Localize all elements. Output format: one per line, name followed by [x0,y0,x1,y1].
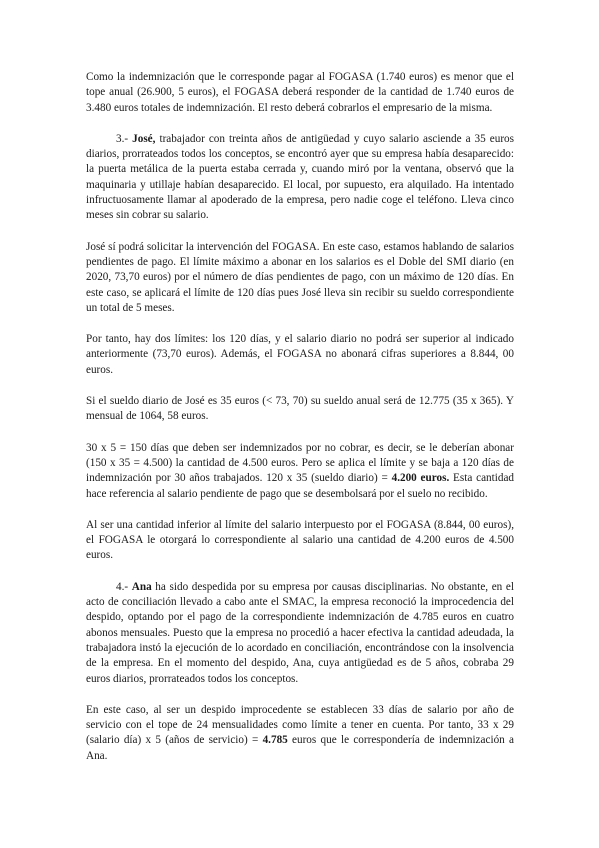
text-run: José sí podrá solicitar la intervención del FOGASA. En este caso, estamos hablando de salarios pendientes de pago. El límite máximo a abonar en los salarios es el Doble del SMI diario (en 2020, 73,70 euros) por el número de días pendientes de pago, con un máximo de 120 días. En este caso, se aplicará el límite de 120 días pues José lleva sin recibir su sueldo correspondiente un total de 5 meses. [86,240,514,314]
text-run: Como la indemnización que le corresponde pagar al FOGASA (1.740 euros) es menor que el tope anual (26.900, 5 euros), el FOGASA deberá responder de la cantidad de 1.740 euros de 3.480 euros totales de indemnización. El resto deberá cobrarlos el empresario de la misma. [86,71,514,114]
paragraph-7 [86,518,514,564]
text-run: 4.- [116,580,132,593]
paragraph-9 [86,703,514,764]
text-run: ha sido despedida por su empresa por causas disciplinarias. No obstante, en el acto de conciliación llevado a cabo ante el SMAC, la empresa reconoció la improcedencia del despido, optando por el pago de la correspondiente indemnización de 4.785 euros en cuatro abonos mensuales. Puesto que la empresa no procedió a hacer efectiva la cantidad adeudada, la trabajadora instó la ejecución de lo acordado en conciliación, encontrándose con la insolvencia de la empresa. En el momento del despido, Ana, cuya antigüedad es de 5 años, cobraba 29 euros diarios, prorrateados todos los conceptos. [86,580,514,685]
paragraph-4 [86,332,514,378]
text-run: En este caso, al ser un despido improcedente se establecen 33 días de salario por año de servicio con el tope de 24 mensualidades como límite a tener en cuenta. Por tanto, 33 x 29 (salario día) x 5 (años de servicio) = [86,703,514,747]
text-run: Por tanto, hay dos límites: los 120 días, y el salario diario no podrá ser superior al indicado anteriormente (73,70 euros). Además, el FOGASA no abonará cifras superiores a 8.844, 00 euros. [86,333,514,376]
paragraph-8 [86,580,514,687]
text-run: trabajador con treinta años de antigüedad y cuyo salario asciende a 35 euros diarios, prorrateados todos los conceptos, se encontró ayer que su empresa había desaparecido: la puerta metálica de la puerta estaba cerrada y, cuando miró por la ventana, observó que la maquinaria y utillaje habían desaparecido. El local, por supuesto, era alquilado. Ha intentado infructuosamente llamar al apoderado de la empresa, pero nadie coge el teléfono. Lleva cinco meses sin cobrar su salario. [86,132,514,222]
bold-text: 4.785 [262,734,288,747]
text-run: Si el sueldo diario de José es 35 euros (< 73, 70) su sueldo anual será de 12.775 (35 x 365). Y mensual de 1064, 58 euros. [86,395,514,423]
text-run: Al ser una cantidad inferior al límite del salario interpuesto por el FOGASA (8.844, 00 euros), el FOGASA le otorgará lo correspondiente al salario una cantidad de 4.200 euros de 4.500 euros. [86,518,514,562]
paragraph-6 [86,441,514,502]
bold-text: José, [132,132,156,145]
text-run: Esta cantidad hace referencia al salario pendiente de pago que se desembolsará por el suelo no recibido. [86,472,515,500]
document-page [86,70,514,780]
text-run: 3.- [116,132,133,145]
paragraph-3 [86,240,514,316]
paragraph-1 [86,70,514,116]
paragraph-2 [86,132,514,224]
text-run: 30 x 5 = 150 días que deben ser indemnizados por no cobrar, es decir, se le deberían abonar (150 x 35 = 4.500) la cantidad de 4.500 euros. Pero se aplica el límite y se baja a 120 días de indemnización por 30 años trabajados. 120 x 35 (sueldo diario) = [86,441,514,485]
bold-text: Ana [131,580,152,593]
paragraph-5 [86,394,514,425]
bold-text: 4.200 euros. [391,472,450,485]
text-run: euros que le correspondería de indemnización a Ana. [86,734,514,762]
